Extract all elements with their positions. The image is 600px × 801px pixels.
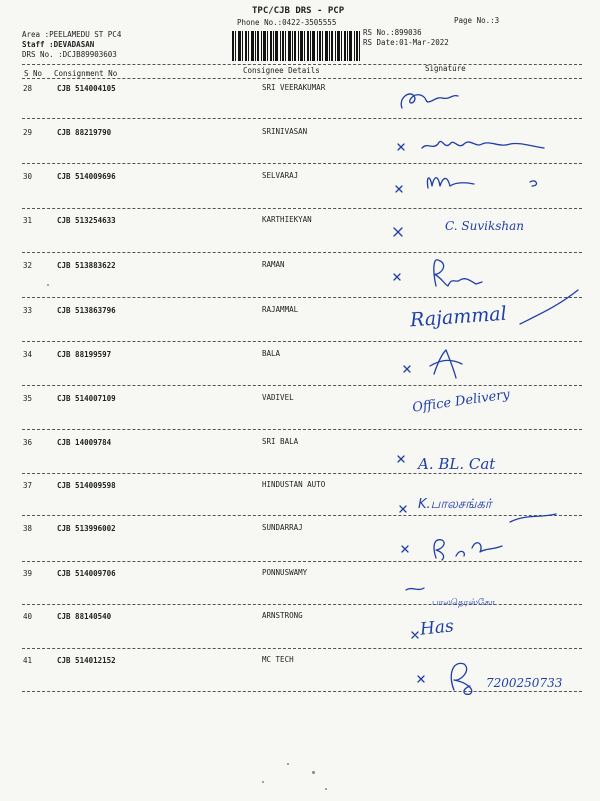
row-consignee: PONNUSWAMY (262, 568, 308, 577)
row-consignee: SRINIVASAN (262, 127, 308, 136)
row-consignee: BALA (262, 349, 281, 358)
row-sno: 34 (23, 350, 33, 359)
header-rule-top (22, 64, 582, 65)
rs-number: RS No.:899036 (363, 28, 422, 37)
col-sno: S No (24, 69, 43, 78)
row-consignment: CJB 514012152 (57, 656, 116, 665)
row-consignment: CJB 513996002 (57, 524, 116, 533)
rs-date: RS Date:01-Mar-2022 (363, 38, 449, 47)
signature-37-text: K.பாலசங்கர் (418, 497, 492, 512)
scan-speck (287, 763, 289, 765)
row-sno: 29 (23, 128, 33, 137)
row-consignment: CJB 514004105 (57, 84, 116, 93)
row-consignment: CJB 514009706 (57, 569, 116, 578)
signature-31-text: C. Suvikshan (445, 219, 524, 233)
signature-40-x (412, 632, 418, 638)
signature-37-x (400, 506, 406, 512)
signature-33-flourish (520, 290, 578, 324)
row-consignee: KARTHIEKYAN (262, 215, 312, 224)
signature-35-text: Office Delivery (411, 387, 511, 416)
col-consignee: Consignee Details (243, 66, 320, 75)
signature-39-mark (406, 588, 424, 590)
barcode (232, 31, 360, 61)
signature-36-x (398, 456, 404, 462)
signature-38b (434, 540, 502, 560)
scan-speck (262, 781, 264, 783)
signature-29 (398, 144, 404, 150)
row-consignee: SELVARAJ (262, 171, 299, 180)
drs-number: DRS No. :DCJB89903603 (22, 50, 117, 59)
row-consignee: MC TECH (262, 655, 294, 664)
row-sno: 28 (23, 84, 33, 93)
row-sno: 40 (23, 612, 33, 621)
row-consignee: SRI VEERAKUMAR (262, 83, 326, 92)
signature-41-text: 7200250733 (486, 676, 563, 690)
signature-28 (401, 94, 458, 108)
scan-speck (325, 788, 327, 790)
page-number: Page No.:3 (454, 16, 500, 25)
row-consignee: VADIVEL (262, 393, 294, 402)
row-consignment: CJB 513883622 (57, 261, 116, 270)
area-label: Area :PEELAMEDU ST PC4 (22, 30, 122, 39)
signature-34b (430, 350, 462, 378)
row-sno: 35 (23, 394, 33, 403)
row-consignment: CJB 514009696 (57, 172, 116, 181)
row-consignment: CJB 88140540 (57, 612, 112, 621)
row-sno: 30 (23, 172, 33, 181)
signature-38-x (402, 546, 408, 552)
signature-32 (394, 274, 400, 280)
signature-41-x (418, 676, 424, 682)
signature-30b (427, 178, 536, 188)
row-consignment: CJB 88219790 (57, 128, 112, 137)
signature-41b (451, 663, 472, 694)
row-consignee: RAMAN (262, 260, 285, 269)
row-sno: 32 (23, 261, 33, 270)
signature-30 (396, 186, 402, 192)
row-sno: 37 (23, 481, 33, 490)
row-sno: 38 (23, 524, 33, 533)
row-consignee: SUNDARRAJ (262, 523, 303, 532)
row-consignee: RAJAMMAL (262, 305, 299, 314)
row-consignment: CJB 513254633 (57, 216, 116, 225)
phone-number: Phone No.:0422-3505555 (237, 18, 337, 27)
scan-speck (47, 284, 49, 286)
row-consignee: ARNSTRONG (262, 611, 303, 620)
signature-39-text: பாலதெரஸ்கோ (432, 598, 495, 608)
signature-31 (394, 228, 402, 236)
row-consignee: HINDUSTAN AUTO (262, 480, 326, 489)
row-sno: 41 (23, 656, 33, 665)
signature-34 (404, 366, 410, 372)
row-consignment: CJB 514007109 (57, 394, 116, 403)
col-signature: Signature (425, 64, 466, 73)
row-sno: 39 (23, 569, 33, 578)
signature-29b (422, 141, 544, 148)
scan-speck (312, 771, 315, 774)
col-consignment: Consignment No (54, 69, 118, 78)
row-consignment: CJB 514009598 (57, 481, 116, 490)
row-consignment: CJB 88199597 (57, 350, 112, 359)
row-consignee: SRI BALA (262, 437, 299, 446)
staff-label: Staff :DEVADASAN (22, 40, 95, 49)
document-title: TPC/CJB DRS - PCP (252, 6, 345, 16)
row-consignment: CJB 14009784 (57, 438, 112, 447)
signature-32b (434, 260, 482, 286)
signature-33-text: Rajammal (409, 302, 508, 332)
row-sno: 36 (23, 438, 33, 447)
row-sno: 31 (23, 216, 33, 225)
signature-40-text: Has (419, 616, 455, 640)
signature-37-flourish (510, 514, 556, 522)
signature-36-text: A. BL. Cat (418, 455, 496, 473)
row-consignment: CJB 513863796 (57, 306, 116, 315)
row-sno: 33 (23, 306, 33, 315)
